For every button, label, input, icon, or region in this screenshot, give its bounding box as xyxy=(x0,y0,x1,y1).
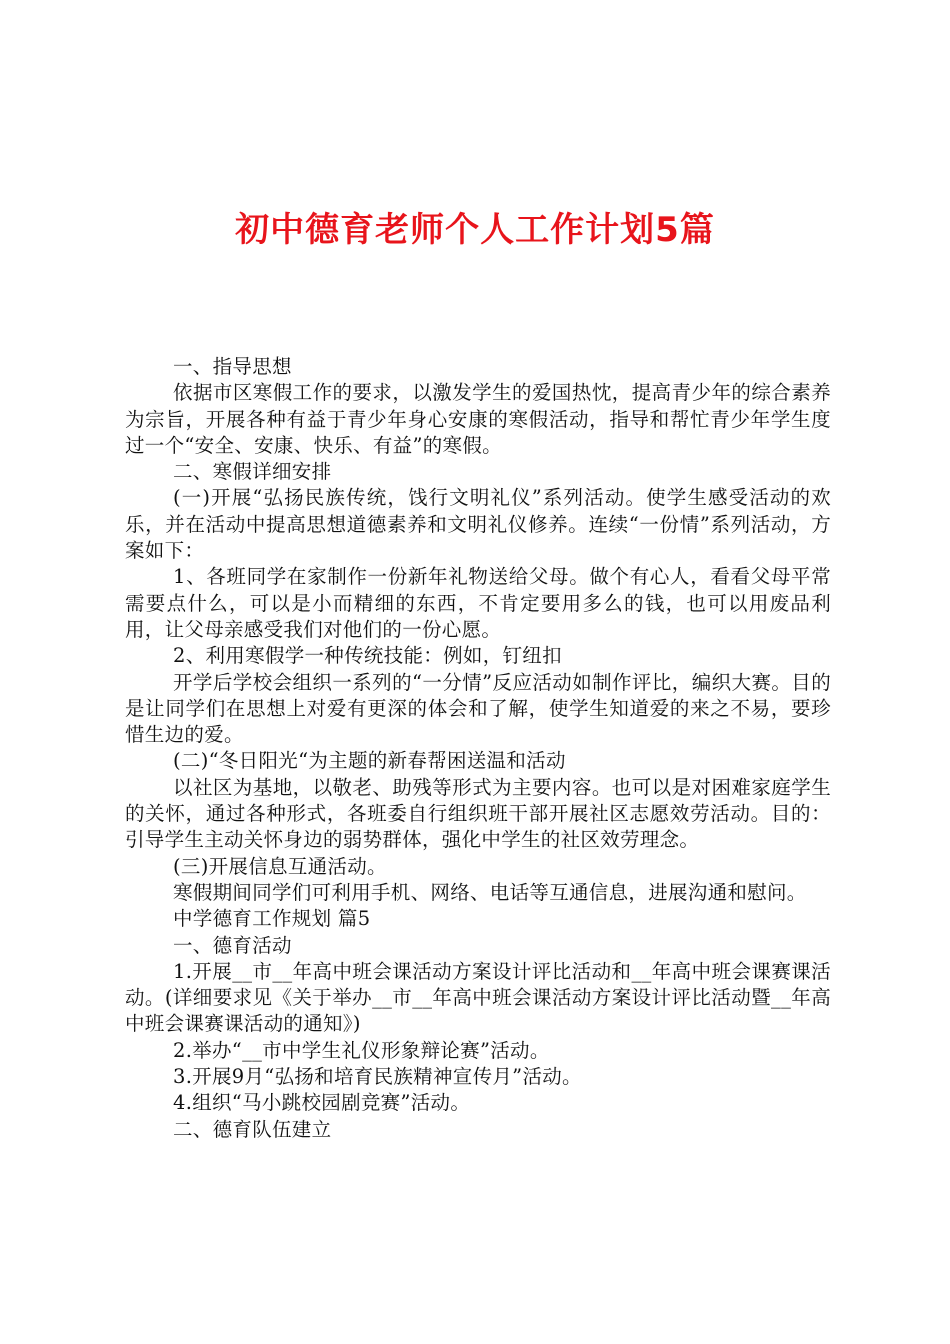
paragraph-community-service: 以社区为基地，以敬老、助残等形式为主要内容。也可以是对困难家庭学生的关怀，通过各种形式，各班委自行组织班干部开展社区志愿效劳活动。目的：引导学生主动关怀身边的弱势群体，强化中学生的社区效劳理念。 xyxy=(125,775,831,852)
heading-team-building: 二、德育队伍建立 xyxy=(173,1117,332,1141)
paragraph-activity-two: 2.举办“__市中学生礼仪形象辩论赛”活动。 xyxy=(173,1038,550,1062)
paragraph-section-two: (二)“冬日阳光“为主题的新春帮困送温和活动 xyxy=(173,749,566,773)
paragraph-activity-three: 3.开展9月“弘扬和培育民族精神宣传月”活动。 xyxy=(173,1065,582,1089)
paragraph-guiding-ideology: 依据市区寒假工作的要求，以激发学生的爱国热忱，提高青少年的综合素养为宗旨，开展各种有益于青少年身心安康的寒假活动，指导和帮忙青少年学生度过一个“安全、安康、快乐、有益”的寒假。 xyxy=(125,381,831,457)
heading-guiding-ideology: 一、指导思想 xyxy=(173,355,292,378)
document-body xyxy=(125,354,831,1143)
heading-winter-break-arrangement: 二、寒假详细安排 xyxy=(173,460,332,484)
paragraph-communication: 寒假期间同学们可利用手机、网络、电话等互通信息，进展沟通和慰问。 xyxy=(173,880,807,904)
paragraph-item-two: 2、利用寒假学一种传统技能：例如，钉纽扣 xyxy=(173,644,562,668)
paragraph-feedback-activity: 开学后学校会组织一系列的“一分情”反应活动如制作评比，编织大赛。目的是让同学们在思想上对爱有更深的体会和了解，使学生知道爱的来之不易，要珍惜生边的爱。 xyxy=(125,670,831,747)
paragraph-activity-one: 1.开展__市__年高中班会课活动方案设计评比活动和__年高中班会课赛课活动。(详细要求见《关于举办__市__年高中班会课活动方案设计评比活动暨__年高中班会课赛课活动的通知》) xyxy=(125,959,831,1036)
heading-plan-five: 中学德育工作规划 篇5 xyxy=(173,907,371,931)
paragraph-activity-four: 4.组织“马小跳校园剧竞赛”活动。 xyxy=(173,1091,471,1115)
document-title: 初中德育老师个人工作计划5篇 xyxy=(235,210,715,250)
paragraph-item-one: 1、各班同学在家制作一份新年礼物送给父母。做个有心人，看看父母平常需要点什么，可以是小而精细的东西，不肯定要用多么的钱，也可以用废品利用，让父母亲感受我们对他们的一份心愿。 xyxy=(125,565,831,641)
heading-moral-activities: 一、德育活动 xyxy=(173,933,292,957)
paragraph-section-one: (一)开展“弘扬民族传统，饯行文明礼仪”系列活动。使学生感受活动的欢乐，并在活动中提高思想道德素养和文明礼仪修养。连续“一份情”系列活动，方案如下： xyxy=(125,486,831,563)
paragraph-section-three: (三)开展信息互通活动。 xyxy=(173,854,387,878)
